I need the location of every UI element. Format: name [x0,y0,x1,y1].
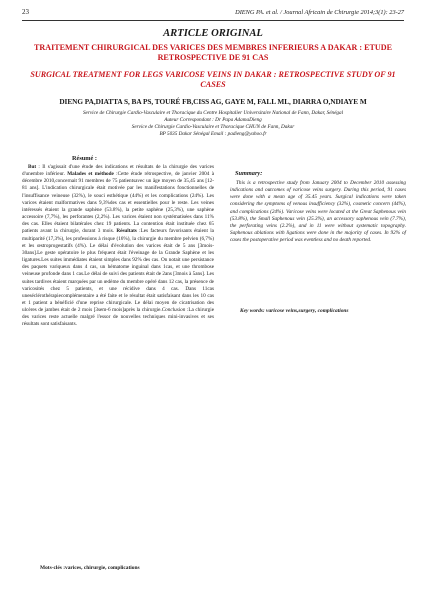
article-type: ARTICLE ORIGINAL [163,28,263,39]
label-results: Résultats [116,228,137,235]
author-list: DIENG PA,DIATTA S, BA PS, TOURÉ FB,CISS AG, GAYE M, FALL ML, DIARRA O,NDIAYE M [59,97,367,106]
title-french: TRAITEMENT CHIRURGICAL DES VARICES DES MEMBRES INFERIEURS A DAKAR : ETUDE RETROSPECTIVE DE 91 CAS [34,43,392,63]
label-conclusion: Conclusion [161,307,186,314]
resume-column [22,164,214,329]
journal-citation: DIENG PA. et al. / Journal Africain de Chirurgie 2014;3(1): 23-27 [235,9,404,16]
affiliation-line: Service de Chirurgie Cardio-Vasculaire et Thoracique CHUN de Fann, Dakar [131,123,295,130]
running-header [22,8,404,20]
affiliation-line: Service de Chirurgie Cardio-Vasculaire et Thoracique du Centre Hospitalier Universitaire National de Fann, Dakar, Sénégal [82,110,344,116]
corresponding-author: Auteur Correspondant : Dr Papa AdamaDieng [164,116,262,123]
resume-keywords: Mots-clés :varices, chirurgie, complications [40,565,140,571]
resume-text: But : Il s'agissait d'une étude des indications et résultats de la chirurgie des varices d'unembre inférieur. Malades et méthode :Cette étude rétrospective, de janvier 2004 à décembre 2010,concernait 91 membres de 75 patientsavec un âge moyen de 35,45 ans [12-81 ans]. L'indication chirurgicale était motivée par les manifestations fonctionnelles de l'insuffisance veineuse (32%), le souci esthétique (44%) et les complications (24%). Les varices étaient malformatives dans 9,3%des cas et essentielles pour le reste. Les veines intéressés étaient la grande saphène (53.8%), la petite saphène (25,3%), une saphène accessoire (7,7%), les perforantes (2,2%). Les varices étaient non systématisées dans 11% des cas. Elles étaient bilatérales chez 19 patients. La contention était instituée chez 65 patients avant la chirurgie, durant 3 mois. Résultats :Les facteurs favorisants étaient la multiparité (17,3%), les professions à risque (16%), la chirurgie du membre pelvien (6,7%) et les œstroprogestatifs (4%). Le délai d'évolution des varices était de 5 ans [3mois-30ans].Le geste opératoire le plus fréquent était l'éveinage de la Grande Saphène et les ligatures.Les suites immédiates étaient simples dans 92% des cas. On notait une persistance des paquets variqueux dans 4 cas, un hématome inguinal dans 1cas, et une thrombose veineuse profonde dans 1 cas.Le délai de suivi des patients était de 2ans [3mois à 5ans]. Les suites tardives étaient marquées par un œdème du membre opéré dans 12 cas, la présence de varicosités chez 5 patients, et une récidive dans 4 cas. Dans 11cas uneséclérothérapiecomplémentaire a été faite et le résultat était satisfaisant dans les 10 cas et 1 patient a bénéficié d'une reprise chirurgicale. Le délai moyen de cicatrisation des ulcères de jambes était de 2 mois [3sem-6 mois]après la chirurgie.Conclusion :La chirurgie des varices reste actuelle malgré l'essor de nouvelles techniques mini-invasives et ses résultats sont satisfaisants. [22,164,215,328]
title-english: SURGICAL TREATMENT FOR LEGS VARICOSE VEINS IN DAKAR : RETROSPECTIVE STUDY OF 91 CASES [30,70,396,90]
affiliations [22,110,404,138]
label-methods: Malades et méthode [67,171,114,178]
summary-column [230,180,406,244]
page-number: 23 [22,8,29,16]
contact-line: BP 5035 Dakar Sénégal Email : padieng@yahoo.fr [159,130,267,137]
label-but: But [28,164,37,170]
resume-heading: Résumé : [72,155,98,162]
summary-text: This is a retrospective study from January 2004 to December 2010 assessing indications and outcomes of varicose veins surgery. During this period, 91 cases were done with a mean age of 35.45 years. Surgical indications were taken considering the symptoms of venous insufficiency (32%), cosmetic concern (44%), and complications (24%). Varicose veins were located at the Great Saphenous vein (53.8%), the Small Saphenous vein (25.3%), an accessory saphenous vein (7.7%), the perforating veins (2.2%), and in 11 were without systematic topography. Saphenous ablations with ligations were done in the majority of cases. In 92% of cases the postoperative period was eventless and no death reported. [230,180,406,244]
summary-keywords: Key words: varicose veins,surgery, complications [240,308,349,314]
header-rule [22,20,404,21]
summary-heading: Summary: [235,170,263,177]
